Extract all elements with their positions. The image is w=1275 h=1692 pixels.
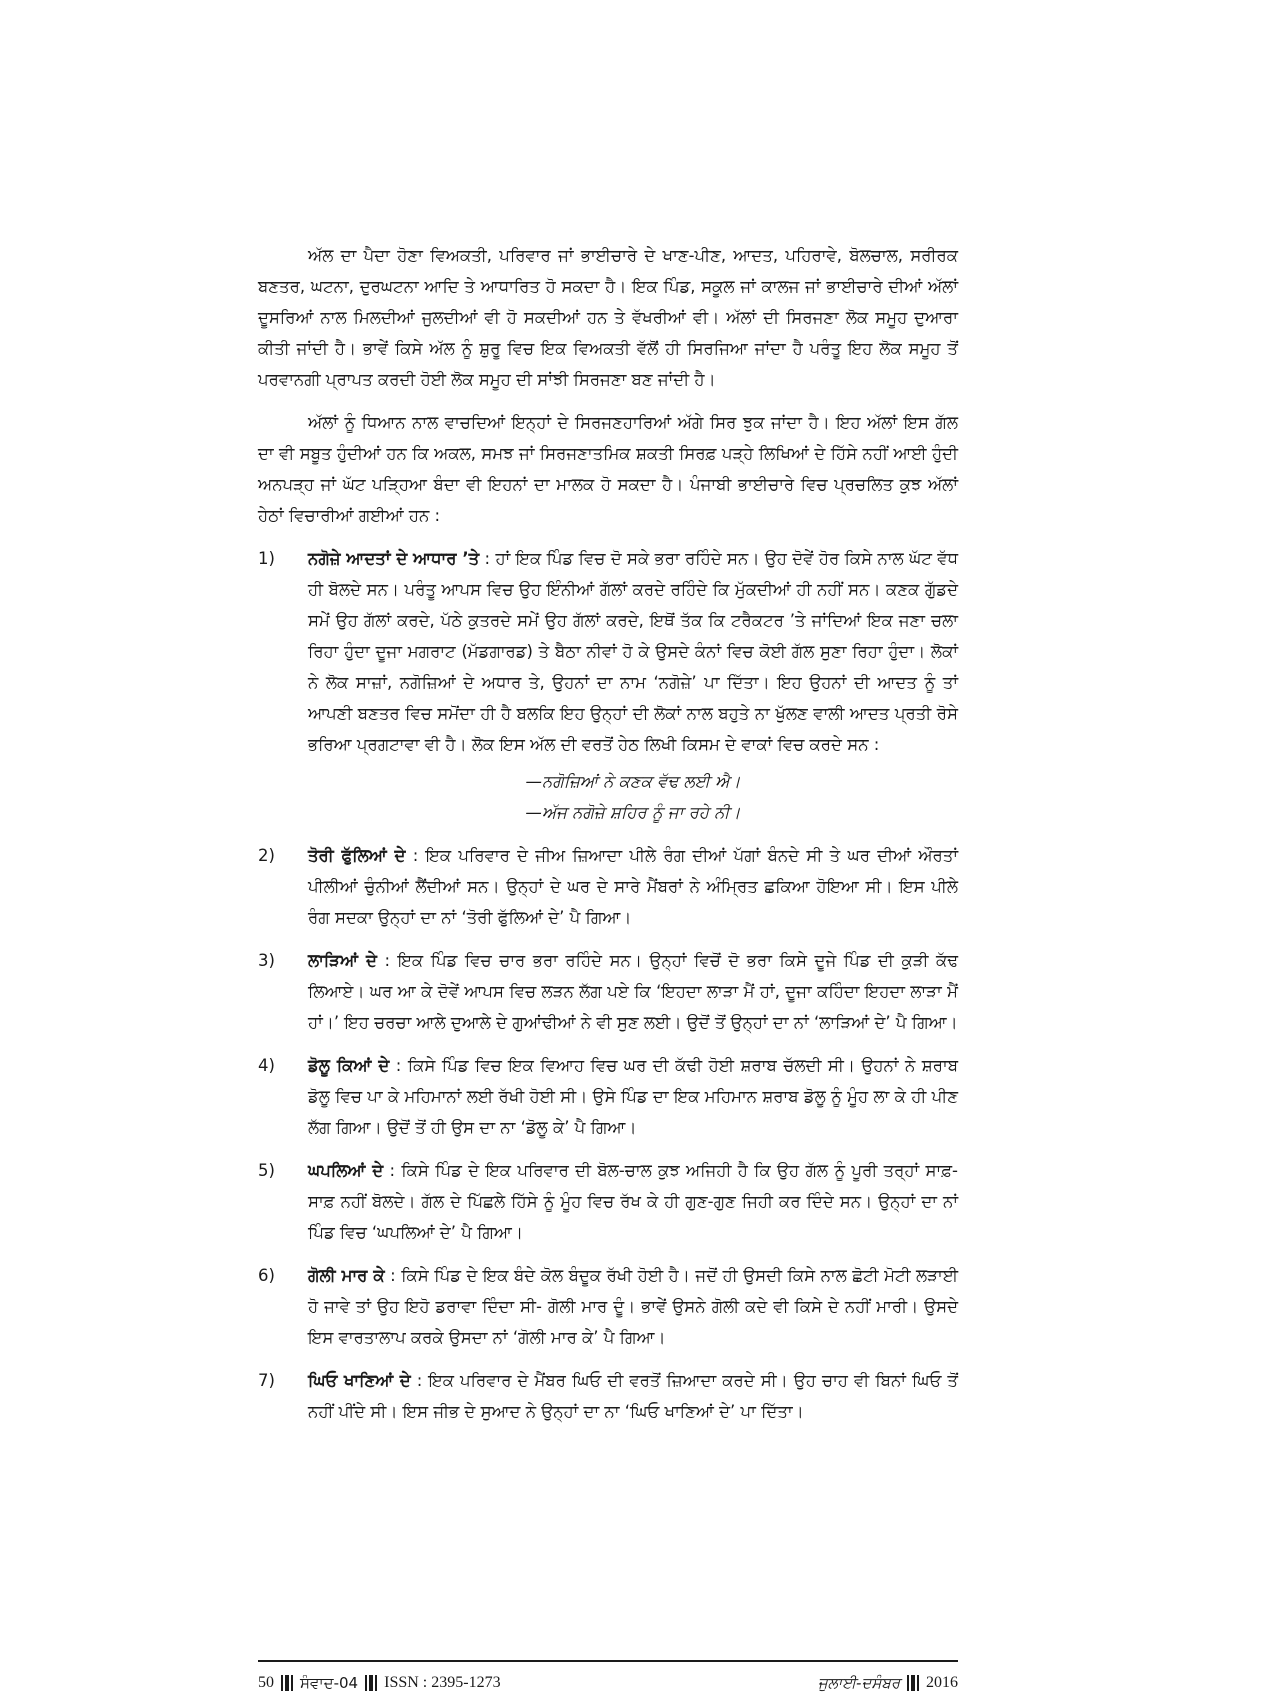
item-body: : ਹਾਂ ਇਕ ਪਿੰਡ ਵਿਚ ਦੋ ਸਕੇ ਭਰਾ ਰਹਿੰਦੇ ਸਨ। ਉਹ ਦੋਵੇਂ ਹੋਰ ਕਿਸੇ ਨਾਲ ਘੱਟ ਵੱਧ ਹੀ ਬੋਲਦੇ ਸਨ। ਪਰੰਤੂ ਆਪਸ ਵਿਚ ਉਹ ਇੰਨੀਆਂ ਗੱਲਾਂ ਕਰਦੇ ਰਹਿੰਦੇ ਕਿ ਮੁੱਕਦੀਆਂ ਹੀ ਨਹੀਂ ਸਨ। ਕਣਕ ਗੁੱਡਦੇ ਸਮੇਂ ਉਹ ਗੱਲਾਂ ਕਰਦੇ, ਪੱਠੇ ਕੁਤਰਦੇ ਸਮੇਂ ਉਹ ਗੱਲਾਂ ਕਰਦੇ, ਇਥੋਂ ਤੱਕ ਕਿ ਟਰੈਕਟਰ ’ਤੇ ਜਾਂਦਿਆਂ ਇਕ ਜਣਾ ਚਲਾ ਰਿਹਾ ਹੁੰਦਾ ਦੂਜਾ ਮਗਰਾਟ (ਮੱਡਗਾਰਡ) ਤੇ ਬੈਠਾ ਨੀਵਾਂ ਹੋ ਕੇ ਉਸਦੇ ਕੰਨਾਂ ਵਿਚ ਕੋਈ ਗੱਲ ਸੁਣਾ ਰਿਹਾ ਹੁੰਦਾ। ਲੋਕਾਂ ਨੇ ਲੋਕ ਸਾਜ਼ਾਂ, ਨਗੋਜ਼ਿਆਂ ਦੇ ਅਧਾਰ ਤੇ, ਉਹਨਾਂ ਦਾ ਨਾਮ ‘ਨਗੋਜ਼ੇ’ ਪਾ ਦਿੱਤਾ। ਇਹ ਉਹਨਾਂ ਦੀ ਆਦਤ ਨੂੰ ਤਾਂ ਆਪਣੀ ਬਣਤਰ ਵਿਚ ਸਮੋਂਦਾ ਹੀ ਹੈ ਬਲਕਿ ਇਹ ਉਨ੍ਹਾਂ ਦੀ ਲੋਕਾਂ ਨਾਲ ਬਹੁਤੇ ਨਾ ਖੁੱਲਣ ਵਾਲੀ ਆਦਤ ਪ੍ਰਤੀ ਰੋਸੇ ਭਰਿਆ ਪ੍ਰਗਟਾਵਾ ਵੀ ਹੈ। ਲੋਕ ਇਸ ਅੱਲ ਦੀ ਵਰਤੋਂ ਹੇਠ ਲਿਖੀ ਕਿਸਮ ਦੇ ਵਾਕਾਂ ਵਿਚ ਕਰਦੇ ਸਨ : [308, 549, 959, 754]
page-footer [258, 1674, 958, 1692]
item-body: : ਕਿਸੇ ਪਿੰਡ ਵਿਚ ਇਕ ਵਿਆਹ ਵਿਚ ਘਰ ਦੀ ਕੱਢੀ ਹੋਈ ਸ਼ਰਾਬ ਚੱਲਦੀ ਸੀ। ਉਹਨਾਂ ਨੇ ਸ਼ਰਾਬ ਡੋਲੂ ਵਿਚ ਪਾ ਕੇ ਮਹਿਮਾਨਾਂ ਲਈ ਰੱਖੀ ਹੋਈ ਸੀ। ਉਸੇ ਪਿੰਡ ਦਾ ਇਕ ਮਹਿਮਾਨ ਸ਼ਰਾਬ ਡੋਲੂ ਨੂੰ ਮੂੰਹ ਲਾ ਕੇ ਹੀ ਪੀਣ ਲੱਗ ਗਿਆ। ਉਦੋਂ ਤੋਂ ਹੀ ਉਸ ਦਾ ਨਾ ‘ਡੋਲੂ ਕੇ’ ਪੈ ਗਿਆ। [308, 1056, 958, 1137]
item-term: ਤੋਰੀ ਫੁੱਲਿਆਂ ਦੇ [308, 846, 406, 865]
list-item [258, 1260, 958, 1353]
item-text [308, 543, 958, 760]
issue-season: ਜੁਲਾਈ-ਦਸੰਬਰ [817, 1674, 900, 1692]
list-item [258, 1155, 958, 1248]
page-number: 50 [258, 1674, 274, 1691]
item-body: : ਕਿਸੇ ਪਿੰਡ ਦੇ ਇਕ ਬੰਦੇ ਕੋਲ ਬੰਦੂਕ ਰੱਖੀ ਹੋਈ ਹੈ। ਜਦੋਂ ਹੀ ਉਸਦੀ ਕਿਸੇ ਨਾਲ ਛੋਟੀ ਮੋਟੀ ਲੜਾਈ ਹੋ ਜਾਵੇ ਤਾਂ ਉਹ ਇਹੋ ਡਰਾਵਾ ਦਿੰਦਾ ਸੀ- ਗੋਲੀ ਮਾਰ ਦੂੰ। ਭਾਵੇਂ ਉਸਨੇ ਗੋਲੀ ਕਦੇ ਵੀ ਕਿਸੇ ਦੇ ਨਹੀਂ ਮਾਰੀ। ਉਸਦੇ ਇਸ ਵਾਰਤਾਲਾਪ ਕਰਕੇ ਉਸਦਾ ਨਾਂ ‘ਗੋਲੀ ਮਾਰ ਕੇ’ ਪੈ ਗਿਆ। [308, 1266, 959, 1347]
separator-icon [281, 1675, 293, 1691]
numbered-list [258, 543, 958, 1427]
footer-left [258, 1674, 501, 1692]
item-term: ਘਿਓ ਖਾਣਿਆਂ ਦੇ [308, 1371, 411, 1390]
item-text [308, 1155, 958, 1248]
item-term: ਡੋਲੂ ਕਿਆਂ ਦੇ [308, 1056, 390, 1075]
example-quote: —ਨਗੋਜ਼ਿਆਂ ਨੇ ਕਣਕ ਵੱਢ ਲਈ ਐ। [525, 772, 741, 791]
paragraph: ਅੱਲ ਦਾ ਪੈਦਾ ਹੋਣਾ ਵਿਅਕਤੀ, ਪਰਿਵਾਰ ਜਾਂ ਭਾਈਚਾਰੇ ਦੇ ਖਾਣ-ਪੀਣ, ਆਦਤ, ਪਹਿਰਾਵੇ, ਬੋਲਚਾਲ, ਸਰੀਰਕ ਬਣਤਰ, ਘਟਨਾ, ਦੁਰਘਟਨਾ ਆਦਿ ਤੇ ਆਧਾਰਿਤ ਹੋ ਸਕਦਾ ਹੈ। ਇਕ ਪਿੰਡ, ਸਕੂਲ ਜਾਂ ਕਾਲਜ ਜਾਂ ਭਾਈਚਾਰੇ ਦੀਆਂ ਅੱਲਾਂ ਦੂਸਰਿਆਂ ਨਾਲ ਮਿਲਦੀਆਂ ਜੁਲਦੀਆਂ ਵੀ ਹੋ ਸਕਦੀਆਂ ਹਨ ਤੇ ਵੱਖਰੀਆਂ ਵੀ। ਅੱਲਾਂ ਦੀ ਸਿਰਜਣਾ ਲੋਕ ਸਮੂਹ ਦੁਆਰਾ ਕੀਤੀ ਜਾਂਦੀ ਹੈ। ਭਾਵੇਂ ਕਿਸੇ ਅੱਲ ਨੂੰ ਸ਼ੁਰੂ ਵਿਚ ਇਕ ਵਿਅਕਤੀ ਵੱਲੋਂ ਹੀ ਸਿਰਜਿਆ ਜਾਂਦਾ ਹੈ ਪਰੰਤੂ ਇਹ ਲੋਕ ਸਮੂਹ ਤੋਂ ਪਰਵਾਨਗੀ ਪ੍ਰਾਪਤ ਕਰਦੀ ਹੋਈ ਲੋਕ ਸਮੂਹ ਦੀ ਸਾਂਝੀ ਸਿਰਜਣਾ ਬਣ ਜਾਂਦੀ ਹੈ। [258, 246, 958, 389]
item-number: 7) [258, 1371, 275, 1390]
item-text [308, 1365, 958, 1427]
item-body: : ਇਕ ਪਰਿਵਾਰ ਦੇ ਮੈਂਬਰ ਘਿਓ ਦੀ ਵਰਤੋਂ ਜ਼ਿਆਦਾ ਕਰਦੇ ਸੀ। ਉਹ ਚਾਹ ਵੀ ਬਿਨਾਂ ਘਿਓ ਤੋਂ ਨਹੀਂ ਪੀਂਦੇ ਸੀ। ਇਸ ਜੀਭ ਦੇ ਸੁਆਦ ਨੇ ਉਨ੍ਹਾਂ ਦਾ ਨਾ ‘ਘਿਓ ਖਾਣਿਆਂ ਦੇ’ ਪਾ ਦਿੱਤਾ। [308, 1371, 958, 1421]
list-item [258, 840, 958, 933]
item-text [308, 945, 958, 1038]
item-term: ਨਗੋਜ਼ੇ ਆਦਤਾਂ ਦੇ ਆਧਾਰ ’ਤੇ [308, 549, 480, 568]
separator-icon [365, 1675, 377, 1691]
list-item [258, 543, 958, 828]
footer-divider [258, 1660, 958, 1662]
journal-name: ਸੰਵਾਦ-04 [300, 1674, 359, 1692]
item-term: ਲਾੜਿਆਂ ਦੇ [308, 951, 377, 970]
list-item [258, 945, 958, 1038]
item-text [308, 1050, 958, 1143]
article-body [258, 240, 958, 1439]
issue-year: 2016 [926, 1674, 958, 1691]
item-body: : ਇਕ ਪਿੰਡ ਵਿਚ ਚਾਰ ਭਰਾ ਰਹਿੰਦੇ ਸਨ। ਉਨ੍ਹਾਂ ਵਿਚੋਂ ਦੋ ਭਰਾ ਕਿਸੇ ਦੂਜੇ ਪਿੰਡ ਦੀ ਕੁੜੀ ਕੱਢ ਲਿਆਏ। ਘਰ ਆ ਕੇ ਦੋਵੇਂ ਆਪਸ ਵਿਚ ਲੜਨ ਲੱਗ ਪਏ ਕਿ ‘ਇਹਦਾ ਲਾੜਾ ਮੈਂ ਹਾਂ, ਦੂਜਾ ਕਹਿੰਦਾ ਇਹਦਾ ਲਾੜਾ ਮੈਂ ਹਾਂ।’ ਇਹ ਚਰਚਾ ਆਲੇ ਦੁਆਲੇ ਦੇ ਗੁਆਂਢੀਆਂ ਨੇ ਵੀ ਸੁਣ ਲਈ। ਉਦੋਂ ਤੋਂ ਉਨ੍ਹਾਂ ਦਾ ਨਾਂ ‘ਲਾੜਿਆਂ ਦੇ’ ਪੈ ਗਿਆ। [308, 951, 958, 1032]
paragraph: ਅੱਲਾਂ ਨੂੰ ਧਿਆਨ ਨਾਲ ਵਾਚਦਿਆਂ ਇਨ੍ਹਾਂ ਦੇ ਸਿਰਜਣਹਾਰਿਆਂ ਅੱਗੇ ਸਿਰ ਝੁਕ ਜਾਂਦਾ ਹੈ। ਇਹ ਅੱਲਾਂ ਇਸ ਗੱਲ ਦਾ ਵੀ ਸਬੂਤ ਹੁੰਦੀਆਂ ਹਨ ਕਿ ਅਕਲ, ਸਮਝ ਜਾਂ ਸਿਰਜਣਾਤਮਿਕ ਸ਼ਕਤੀ ਸਿਰਫ਼ ਪੜ੍ਹੇ ਲਿਖਿਆਂ ਦੇ ਹਿੱਸੇ ਨਹੀਂ ਆਈ ਹੁੰਦੀ ਅਨਪੜ੍ਹ ਜਾਂ ਘੱਟ ਪੜ੍ਹਿਆ ਬੰਦਾ ਵੀ ਇਹਨਾਂ ਦਾ ਮਾਲਕ ਹੋ ਸਕਦਾ ਹੈ। ਪੰਜਾਬੀ ਭਾਈਚਾਰੇ ਵਿਚ ਪ੍ਰਚਲਿਤ ਕੁਝ ਅੱਲਾਂ ਹੇਠਾਂ ਵਿਚਾਰੀਆਂ ਗਈਆਂ ਹਨ : [258, 413, 958, 525]
list-item [258, 1050, 958, 1143]
item-body: : ਕਿਸੇ ਪਿੰਡ ਦੇ ਇਕ ਪਰਿਵਾਰ ਦੀ ਬੋਲ-ਚਾਲ ਕੁਝ ਅਜਿਹੀ ਹੈ ਕਿ ਉਹ ਗੱਲ ਨੂੰ ਪੂਰੀ ਤਰ੍ਹਾਂ ਸਾਫ਼-ਸਾਫ਼ ਨਹੀਂ ਬੋਲਦੇ। ਗੱਲ ਦੇ ਪਿੱਛਲੇ ਹਿੱਸੇ ਨੂੰ ਮੂੰਹ ਵਿਚ ਰੱਖ ਕੇ ਹੀ ਗੁਣ-ਗੁਣ ਜਿਹੀ ਕਰ ਦਿੰਦੇ ਸਨ। ਉਨ੍ਹਾਂ ਦਾ ਨਾਂ ਪਿੰਡ ਵਿਚ ‘ਘਪਲਿਆਂ ਦੇ’ ਪੈ ਗਿਆ। [308, 1161, 958, 1242]
issn: ISSN : 2395-1273 [384, 1674, 501, 1691]
item-number: 1) [258, 549, 275, 568]
footer-right [818, 1674, 958, 1692]
separator-icon [907, 1675, 919, 1691]
item-term: ਘਪਲਿਆਂ ਦੇ [308, 1161, 384, 1180]
item-number: 3) [258, 951, 275, 970]
example-quotes [308, 766, 958, 828]
item-body: : ਇਕ ਪਰਿਵਾਰ ਦੇ ਜੀਅ ਜ਼ਿਆਦਾ ਪੀਲੇ ਰੰਗ ਦੀਆਂ ਪੱਗਾਂ ਬੰਨਦੇ ਸੀ ਤੇ ਘਰ ਦੀਆਂ ਔਰਤਾਂ ਪੀਲੀਆਂ ਚੁੰਨੀਆਂ ਲੈਂਦੀਆਂ ਸਨ। ਉਨ੍ਹਾਂ ਦੇ ਘਰ ਦੇ ਸਾਰੇ ਮੈਂਬਰਾਂ ਨੇ ਅੰਮ੍ਰਿਤ ਛਕਿਆ ਹੋਇਆ ਸੀ। ਇਸ ਪੀਲੇ ਰੰਗ ਸਦਕਾ ਉਨ੍ਹਾਂ ਦਾ ਨਾਂ ‘ਤੋਰੀ ਫੁੱਲਿਆਂ ਦੇ’ ਪੈ ਗਿਆ। [308, 846, 958, 927]
item-number: 2) [258, 846, 275, 865]
item-text [308, 1260, 958, 1353]
list-item [258, 1365, 958, 1427]
example-quote: —ਅੱਜ ਨਗੋਜ਼ੇ ਸ਼ਹਿਰ ਨੂੰ ਜਾ ਰਹੇ ਨੀ। [525, 803, 741, 822]
item-number: 5) [258, 1161, 275, 1180]
item-text [308, 840, 958, 933]
item-term: ਗੋਲੀ ਮਾਰ ਕੇ [308, 1266, 385, 1285]
item-number: 4) [258, 1056, 275, 1075]
item-number: 6) [258, 1266, 275, 1285]
